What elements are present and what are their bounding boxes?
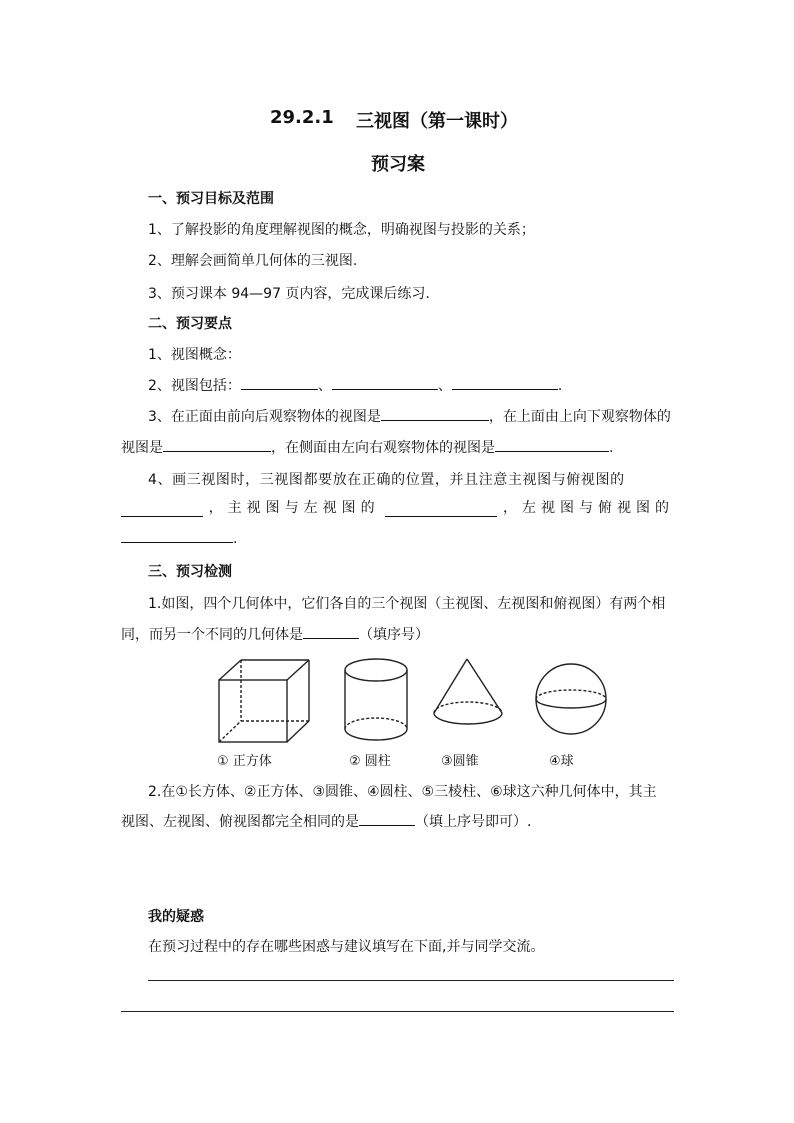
section2-item-3-line2: 视图是 ，在侧面由左向右观察物体的视图是 .: [121, 440, 614, 456]
sphere-shape: [536, 664, 606, 734]
section2-heading: 二、预习要点: [148, 316, 232, 332]
solids-illustration: [215, 657, 615, 757]
answer-line[interactable]: [121, 1011, 674, 1012]
section2-item-2: 2、视图包括： 、 、 .: [148, 378, 563, 394]
doubts-text: 在预习过程中的存在哪些困惑与建议填写在下面,并与同学交流。: [148, 939, 545, 955]
lesson-number: 29.2.1: [270, 107, 334, 128]
geometry-figure: [215, 657, 615, 772]
section2-item-4-line3: .: [121, 530, 237, 547]
section3-heading: 三、预习检测: [148, 564, 232, 580]
figure-label-cone: ③圆锥: [441, 754, 479, 769]
answer-line[interactable]: [148, 980, 674, 981]
lesson-title: 三视图（第一课时）: [356, 111, 518, 132]
doubts-heading: 我的疑惑: [148, 909, 204, 925]
question-2-line2: 视图、左视图、俯视图都完全相同的是 （填上序号即可）.: [121, 814, 532, 830]
answer-blank[interactable]: [121, 504, 203, 517]
section2-item-4-line2: ，主视图与左视图的 ，左视图与俯视图的: [121, 499, 674, 517]
answer-blank[interactable]: [121, 530, 233, 543]
answer-blank[interactable]: [381, 408, 489, 421]
section1-item-1: 1、了解投影的角度理解视图的概念，明确视图与投影的关系；: [148, 222, 535, 238]
question-1-line1: 1.如图，四个几何体中，它们各自的三个视图（主视图、左视图和俯视图）有两个相: [148, 596, 666, 612]
question-1-line2: 同，而另一个不同的几何体是 （填序号）: [121, 627, 429, 643]
answer-blank[interactable]: [332, 377, 438, 390]
cone-shape: [434, 659, 502, 724]
figure-label-cylinder: ② 圆柱: [349, 754, 391, 769]
figure-label-cube: ① 正方体: [217, 754, 272, 769]
section1-heading: 一、预习目标及范围: [148, 191, 274, 207]
section1-item-2: 2、理解会画简单几何体的三视图.: [148, 253, 358, 269]
section2-item-1: 1、视图概念：: [148, 347, 241, 363]
section2-item-3-line1: 3、在正面由前向后观察物体的视图是 ，在上面由上向下观察物体的: [148, 409, 671, 425]
answer-blank[interactable]: [163, 439, 271, 452]
cylinder-shape: [345, 659, 407, 740]
question-2-line1: 2.在①长方体、②正方体、③圆锥、④圆柱、⑤三棱柱、⑥球这六种几何体中，其主: [148, 784, 657, 800]
answer-blank[interactable]: [241, 377, 318, 390]
figure-label-sphere: ④球: [549, 754, 574, 769]
answer-blank[interactable]: [359, 813, 415, 826]
answer-blank[interactable]: [495, 439, 609, 452]
answer-blank[interactable]: [385, 504, 497, 517]
answer-blank[interactable]: [452, 377, 558, 390]
section1-item-3: 3、预习课本 94—97 页内容，完成课后练习.: [148, 286, 430, 302]
cube-shape: [219, 660, 309, 742]
answer-blank[interactable]: [303, 626, 359, 639]
section2-item-4-line1: 4、画三视图时，三视图都要放在正确的位置，并且注意主视图与俯视图的: [148, 472, 625, 488]
page-subtitle: 预习案: [371, 154, 425, 175]
